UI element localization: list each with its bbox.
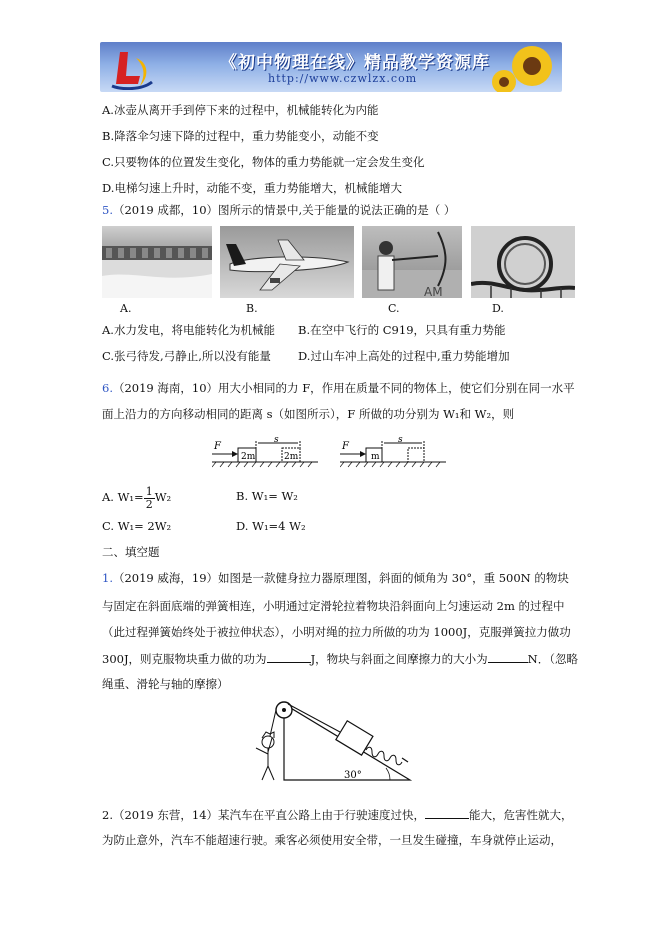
block-left-mass: 2m xyxy=(241,452,256,462)
photo-c919-airplane xyxy=(220,226,354,298)
prev-option-d: D.电梯匀速上升时，动能不变，重力势能增大，机械能增大 xyxy=(102,181,402,195)
person-figure xyxy=(256,732,274,780)
q5-text: （2019 成都，10）图所示的情景中,关于能量的说法正确的是（ ） xyxy=(112,203,456,217)
section-title: 二、填空题 xyxy=(102,545,160,559)
force-label: F xyxy=(214,441,221,452)
fraction-denominator: 2 xyxy=(145,497,153,511)
logo-icon xyxy=(106,46,158,90)
q6-option-d: D. W₁=4 W₂ xyxy=(236,519,306,533)
block-left-mass-moved: 2m xyxy=(284,452,299,462)
distance-label: s xyxy=(274,436,279,445)
photo-label-c: C. xyxy=(388,302,400,315)
answer-blank-friction[interactable] xyxy=(488,650,528,663)
q6-option-c: C. W₁= 2W₂ xyxy=(102,519,172,533)
photo-hydropower-dam xyxy=(102,226,212,298)
q5-option-c: C.张弓待发,弓静止,所以没有能量 xyxy=(102,349,271,363)
prev-option-c: C.只要物体的位置发生变化，物体的重力势能就一定会发生变化 xyxy=(102,155,425,169)
answer-blank-gravity-work[interactable] xyxy=(267,650,311,663)
photo-roller-coaster xyxy=(471,226,575,298)
q6-stem-line2: 面上沿力的方向移动相同的距离 s（如图所示），F 所做的功分别为 W₁和 W₂，则 xyxy=(102,407,515,421)
fill2-line1-part1: 2.（2019 东营，14）某汽车在平直公路上由于行驶速度过快， xyxy=(102,808,426,822)
q6-figure-right xyxy=(340,436,450,468)
q6-figure-left xyxy=(212,436,322,468)
fraction-one-half xyxy=(144,486,155,511)
q6-option-a xyxy=(102,484,171,511)
fill2-line2: 为防止意外，汽车不能超速行驶。乘客必须使用安全带，一旦发生碰撞，车身就停止运动， xyxy=(102,833,562,847)
fraction-numerator: 1 xyxy=(145,484,153,498)
q6-number: 6. xyxy=(102,381,113,395)
angle-label: 30° xyxy=(344,770,362,781)
q5-option-a: A.水力发电，将电能转化为机械能 xyxy=(102,323,275,337)
photo-label-a: A. xyxy=(120,302,132,315)
q5-option-b: B.在空中飞行的 C919，只具有重力势能 xyxy=(298,323,506,337)
photo-label-b: B. xyxy=(246,302,258,315)
fill1-line4 xyxy=(102,650,578,667)
fill1-line2: 与固定在斜面底端的弹簧相连，小明通过定滑轮拉着物块沿斜面向上匀速运动 2m 的过程中 xyxy=(102,599,565,613)
q6-option-a-prefix: A. W₁= xyxy=(102,490,144,504)
photo-label-d: D. xyxy=(492,302,504,315)
fill1-line4-part2: J，物块与斜面之间摩擦力的大小为 xyxy=(310,652,488,666)
q6-stem-line1 xyxy=(102,380,575,396)
distance-label-right: s xyxy=(398,436,403,445)
q6-text-1: （2019 海南，10）用大小相同的力 F，作用在质量不同的物体上，使它们分别在同一水平 xyxy=(112,381,575,395)
q6-option-a-suffix: W₂ xyxy=(154,490,172,504)
q6-option-b: B. W₁= W₂ xyxy=(236,489,298,503)
fill1-line4-part1: 300J，则克服物块重力做的功为 xyxy=(102,652,267,666)
sunflower-icon xyxy=(492,42,562,92)
photo-archer xyxy=(362,226,462,298)
prev-option-b: B.降落伞匀速下降的过程中，重力势能变小，动能不变 xyxy=(102,129,379,143)
fill2-line1-part2: 能大，危害性就大， xyxy=(469,808,573,822)
incline-pulley-figure xyxy=(240,696,420,792)
fill1-number: 1. xyxy=(102,571,113,585)
q5-stem xyxy=(102,202,455,218)
fill1-line3: （此过程弹簧始终处于被拉伸状态），小明对绳的拉力所做的功为 1000J，克服弹簧拉力做功 xyxy=(102,625,571,639)
force-label-right: F xyxy=(342,441,349,452)
fill2-line1 xyxy=(102,806,573,823)
banner-url: http://www.czwlzx.com xyxy=(268,72,418,85)
fill1-line1 xyxy=(102,570,569,586)
answer-blank-kinetic[interactable] xyxy=(425,806,469,819)
block-right-mass: m xyxy=(371,452,380,462)
prev-option-a: A.冰壶从离开手到停下来的过程中，机械能转化为内能 xyxy=(102,103,379,117)
svg-text:AM: AM xyxy=(424,285,443,298)
q5-number: 5. xyxy=(102,203,113,217)
fill1-line4-part3: N．（忽略 xyxy=(527,652,578,666)
header-banner xyxy=(100,42,562,92)
fill1-line5: 绳重、滑轮与轴的摩擦） xyxy=(102,677,229,691)
fill1-text-1: （2019 威海，19）如图是一款健身拉力器原理图，斜面的倾角为 30°，重 500N 的物块 xyxy=(112,571,569,585)
q5-option-d: D.过山车冲上高处的过程中,重力势能增加 xyxy=(298,349,510,363)
banner-title: 《初中物理在线》精品教学资源库 xyxy=(220,53,490,73)
